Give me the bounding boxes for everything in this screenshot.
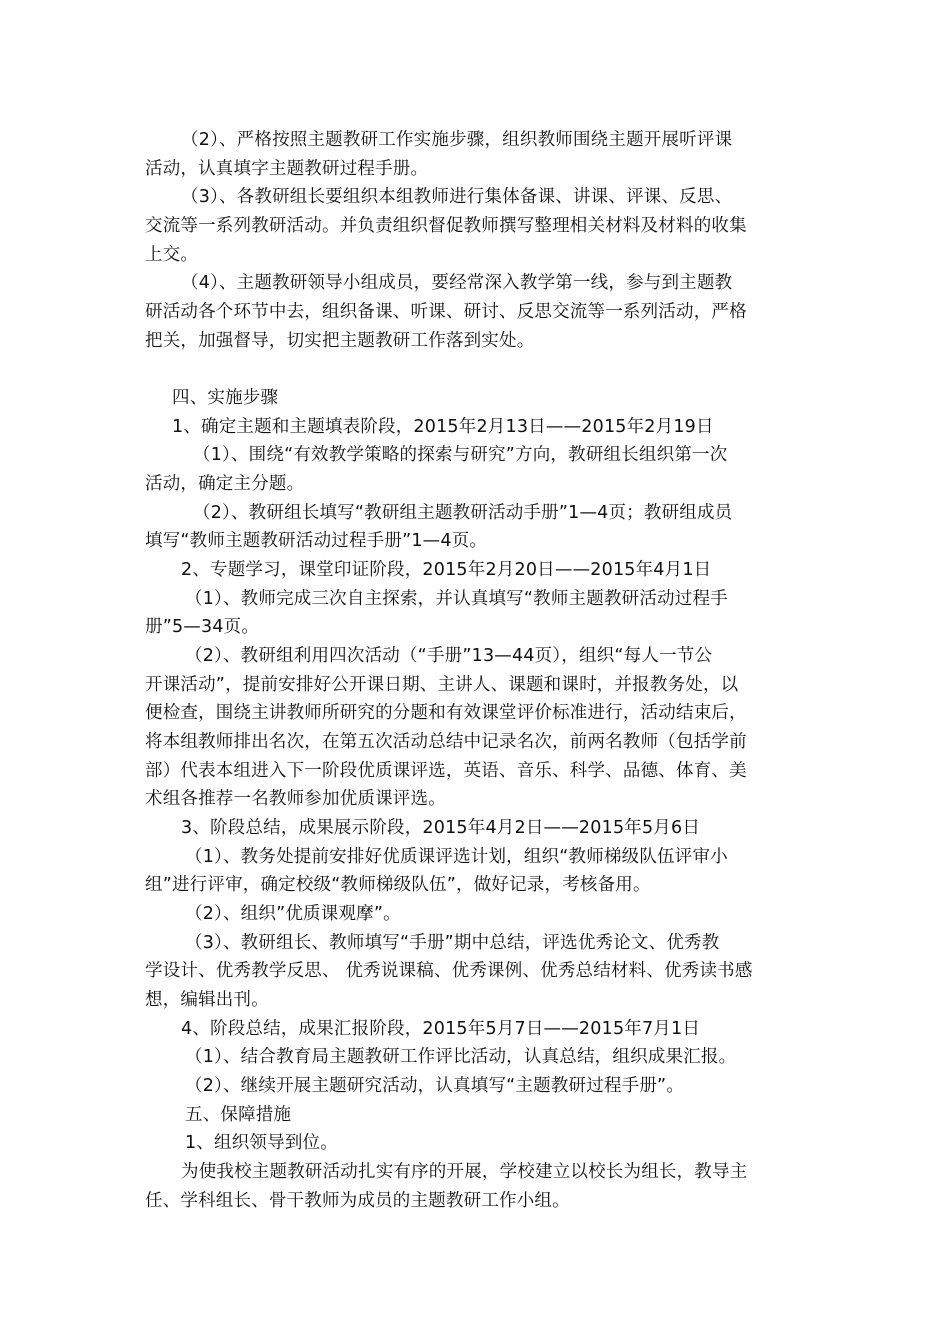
text-line: （4）、主题教研领导小组成员，要经常深入教学第一线，参与到主题教: [181, 273, 733, 293]
text-line: （2）、组织”优质课观摩”。: [185, 904, 401, 924]
text-line: 册”5—34页。: [145, 617, 260, 637]
text-line: 活动，确定主分题。: [145, 474, 305, 494]
text-line: 交流等一系列教研活动。并负责组织督促教师撰写整理相关材料及材料的收集: [145, 216, 747, 236]
text-line: （3）、各教研组长要组织本组教师进行集体备课、讲课、评课、反思、: [181, 187, 733, 207]
text-line: （1）、教师完成三次自主探索，并认真填写“教师主题教研活动过程手: [185, 589, 728, 609]
text-line: （3）、教研组长、教师填写“手册”期中总结，评选优秀论文、优秀教: [185, 933, 720, 953]
text-line: （2）、教研组长填写“教研组主题教研活动手册”1—4页；教研组成员: [193, 503, 733, 523]
step-heading: 3、阶段总结，成果展示阶段，2015年4月2日——2015年5月6日: [181, 818, 701, 838]
text-line: 活动，认真填字主题教研过程手册。: [145, 159, 429, 179]
text-line: （1）、教务处提前安排好优质课评选计划，组织“教师梯级队伍评审小: [185, 847, 728, 867]
text-line: 组”进行评审，确定校级“教师梯级队伍”，做好记录，考核备用。: [145, 875, 651, 895]
text-line: 将本组教师排出名次，在第五次活动总结中记录名次，前两名教师（包括学前: [145, 732, 747, 752]
text-line: （2）、严格按照主题教研工作实施步骤，组织教师围绕主题开展听评课: [181, 130, 733, 150]
text-line: 任、学科组长、骨干教师为成员的主题教研工作小组。: [145, 1191, 570, 1211]
section-heading: 四、实施步骤: [172, 388, 279, 408]
text-line: 上交。: [145, 245, 199, 265]
text-line: 部）代表本组进入下一阶段优质课评选，英语、音乐、科学、品德、体育、美: [145, 761, 747, 781]
text-line: （1）、围绕“有效教学策略的探索与研究”方向，教研组长组织第一次: [193, 445, 728, 465]
text-line: 想，编辑出刊。: [145, 990, 269, 1010]
section-heading: 五、保障措施: [185, 1105, 292, 1125]
step-heading: 1、组织领导到位。: [185, 1133, 338, 1153]
text-line: 术组各推荐一名教师参加优质课评选。: [145, 789, 446, 809]
text-line: （2）、教研组利用四次活动（“手册”13—44页），组织“每人一节公: [185, 646, 713, 666]
text-line: 填写“教师主题教研活动过程手册”1—4页。: [145, 531, 488, 551]
text-line: 学设计、优秀教学反思、 优秀说课稿、优秀课例、优秀总结材料、优秀读书感: [145, 961, 753, 981]
text-line: 研活动各个环节中去，组织备课、听课、研讨、反思交流等一系列活动，严格: [145, 302, 747, 322]
step-heading: 2、专题学习，课堂印证阶段，2015年2月20日——2015年4月1日: [181, 560, 712, 580]
step-heading: 1、确定主题和主题填表阶段，2015年2月13日——2015年2月19日: [172, 417, 714, 437]
text-line: 便检查，围绕主讲教师所研究的分题和有效课堂评价标准进行，活动结束后，: [145, 703, 747, 723]
text-line: （2）、继续开展主题研究活动，认真填写“主题教研过程手册”。: [185, 1076, 685, 1096]
step-heading: 4、阶段总结，成果汇报阶段，2015年5月7日——2015年7月1日: [181, 1019, 701, 1039]
text-line: 为使我校主题教研活动扎实有序的开展，学校建立以校长为组长，教导主: [181, 1162, 748, 1182]
text-line: 开课活动”，提前安排好公开课日期、主讲人、课题和课时，并报教务处，以: [145, 675, 739, 695]
text-line: （1）、结合教育局主题教研工作评比活动，认真总结，组织成果汇报。: [185, 1047, 737, 1067]
text-line: 把关，加强督导，切实把主题教研工作落到实处。: [145, 331, 535, 351]
